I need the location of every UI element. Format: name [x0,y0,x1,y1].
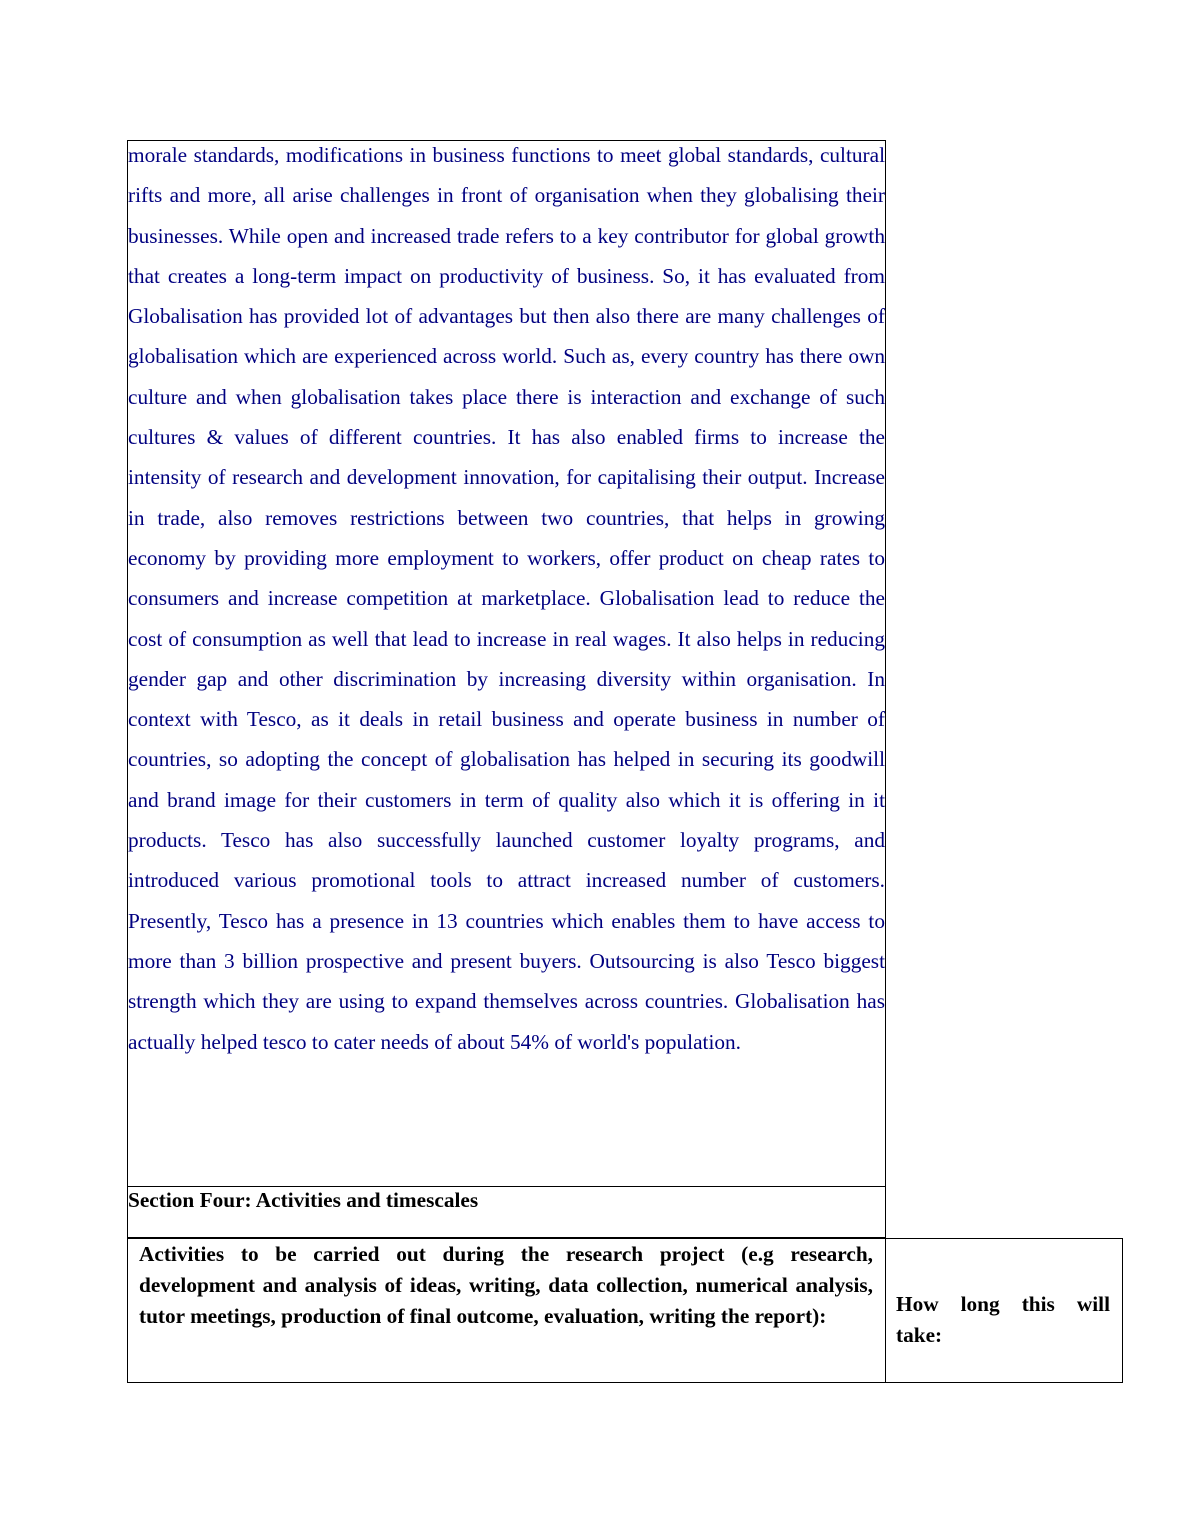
duration-header-text: How long this will take: [896,1292,1110,1347]
activities-table [127,1238,1123,1383]
section-title: Section Four: Activities and timescales [128,1188,479,1212]
duration-header-cell [886,1239,1122,1382]
body-text-cell [127,140,886,1187]
activities-header-cell [128,1239,886,1382]
section-heading-cell [127,1186,886,1238]
body-paragraph: morale standards, modifications in business functions to meet global standards, cultural rifts and more, all arise challenges in front of organisation when they globalising their businesses. While open and increased trade refers to a key contributor for global growth that creates a long-term impact on productivity of business. So, it has evaluated from Globalisation has provided lot of advantages but then also there are many challenges of globalisation which are experienced across world. Such as, every country has there own culture and when globalisation takes place there is interaction and exchange of such cultures & values of different countries. It has also enabled firms to increase the intensity of research and development innovation, for capitalising their output. Increase in trade, also removes restrictions between two countries, that helps in growing economy by providing more employment to workers, offer product on cheap rates to consumers and increase competition at marketplace. Globalisation lead to reduce the cost of consumption as well that lead to increase in real wages. It also helps in reducing gender gap and other discrimination by increasing diversity within organisation. In context with Tesco, as it deals in retail business and operate business in number of countries, so adopting the concept of globalisation has helped in securing its goodwill and brand image for their customers in term of quality also which it is offering in it products. Tesco has also successfully launched customer loyalty programs, and introduced various promotional tools to attract increased number of customers. Presently, Tesco has a presence in 13 countries which enables them to have access to more than 3 billion prospective and present buyers. Outsourcing is also Tesco biggest strength which they are using to expand themselves across countries. Globalisation has actually helped tesco to cater needs of about 54% of world's population. [128,143,885,1054]
activities-header-text: Activities to be carried out during the research project (e.g research, development and analysis of ideas, writing, data collection, numerical analysis, tutor meetings, production of final outcome, evaluation, writing the report): [139,1242,873,1328]
